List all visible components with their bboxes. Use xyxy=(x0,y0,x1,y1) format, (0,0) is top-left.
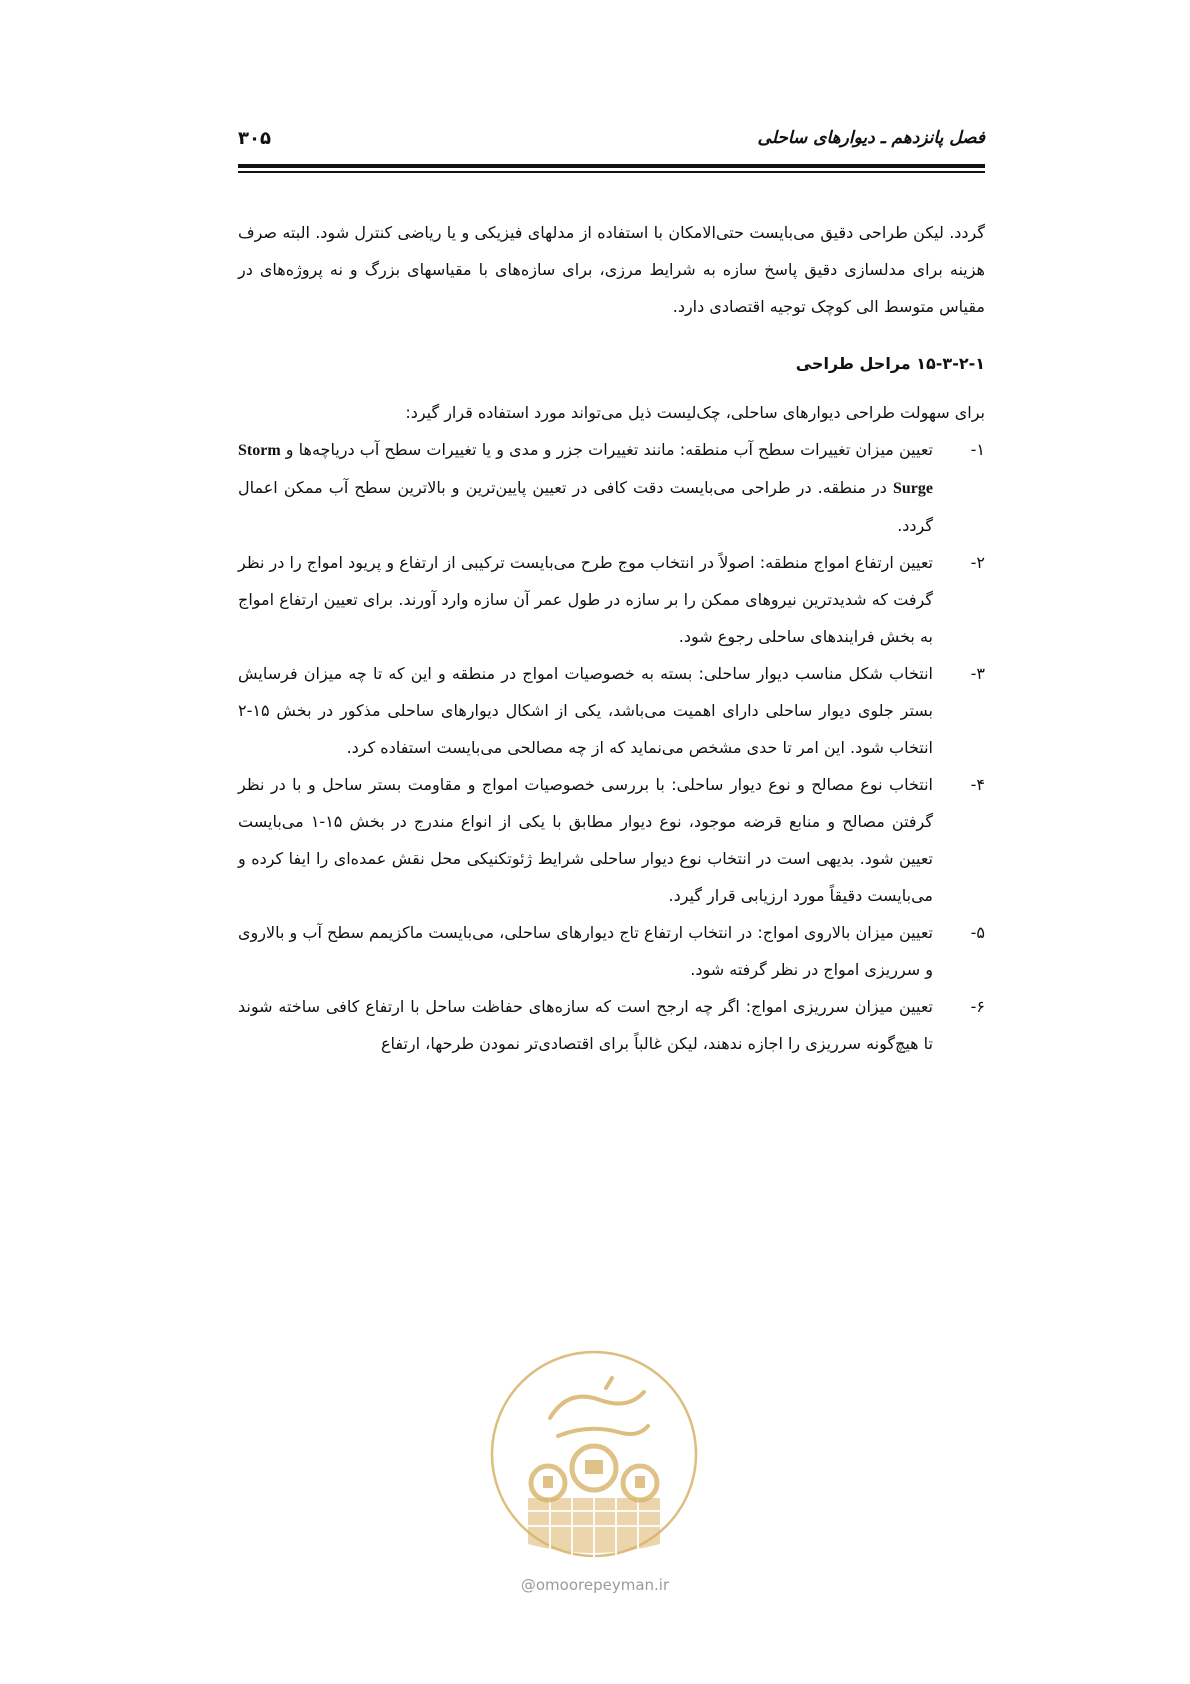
watermark-logo xyxy=(488,1348,700,1560)
list-item xyxy=(238,655,985,766)
list-item-text: تعیین ارتفاع امواج منطقه: اصولاً در انتخاب موج طرح می‌بایست ترکیبی از ارتفاع و پریود امواج را در نظر گرفت که شدیدترین نیروهای ممکن را بر سازه در طول عمر آن سازه وارد آورند. برای تعیین ارتفاع امواج به بخش فرایندهای ساحلی رجوع شود. xyxy=(238,553,933,646)
list-item-text: انتخاب نوع مصالح و نوع دیوار ساحلی: با بررسی خصوصیات امواج و مقاومت بستر ساحل و با در نظر گرفتن مصالح و منابع قرضه موجود، نوع دیوار مطابق با یکی از انواع مندرج در بخش ۱۵-۱ می‌بایست تعیین شود. بدیهی است در انتخاب نوع دیوار ساحلی شرایط ژئوتکنیکی محل نقش عمده‌ای را ایفا کرده و می‌بایست دقیقاً مورد ارزیابی قرار گیرد. xyxy=(238,775,934,905)
watermark-caption: @omoorepeyman.ir xyxy=(520,1576,670,1594)
design-steps-list xyxy=(238,431,985,1062)
page-number: ۳۰۵ xyxy=(238,128,271,149)
list-item-text-continued: در منطقه. در طراحی می‌بایست دقت کافی در تعیین پایین‌ترین و بالاترین سطح آب ممکن اعمال گردد. xyxy=(238,478,933,535)
list-item-number: ۶- xyxy=(970,997,985,1016)
list-item-number: ۲- xyxy=(970,553,985,572)
list-item-number: ۵- xyxy=(970,923,985,942)
list-item xyxy=(238,544,985,655)
list-item-text: تعیین میزان تغییرات سطح آب منطقه: مانند تغییرات جزر و مدی و یا تغییرات سطح آب دریاچه‌ها و xyxy=(280,440,933,459)
checklist-intro: برای سهولت طراحی دیوارهای ساحلی، چک‌لیست ذیل می‌تواند مورد استفاده قرار گیرد: xyxy=(405,403,985,422)
list-item-text: تعیین میزان سرریزی امواج: اگر چه ارجح است که سازه‌های حفاظت ساحل با ارتفاع کافی ساخته شوند تا هیچ‌گونه سرریزی را اجازه ندهند، لیکن غالباً برای اقتصادی‌تر نمودن طرحها، ارتفاع xyxy=(238,997,933,1053)
header-rule-thin xyxy=(238,171,985,173)
list-item-number: ۴- xyxy=(970,775,985,794)
list-item-number: ۱- xyxy=(970,440,985,459)
list-item xyxy=(238,988,985,1062)
list-item-text: تعیین میزان بالاروی امواج: در انتخاب ارتفاع تاج دیوارهای ساحلی، می‌بایست ماکزیمم سطح آب و بالاروی و سرریزی امواج در نظر گرفته شود. xyxy=(238,923,933,979)
list-item-number: ۳- xyxy=(970,664,985,683)
page-header xyxy=(238,128,985,158)
body-text xyxy=(238,214,985,1062)
list-item xyxy=(238,431,985,544)
list-item xyxy=(238,766,985,914)
header-rule-thick xyxy=(238,164,985,168)
section-heading: ۱۵-۳-۲-۱ مراحل طراحی xyxy=(795,354,985,373)
chapter-title: فصل پانزدهم ـ دیوارهای ساحلی xyxy=(757,128,985,148)
list-item-latin-term: Storm Surge xyxy=(238,442,933,497)
intro-paragraph: گردد. لیکن طراحی دقیق می‌بایست حتی‌الامکان با استفاده از مدلهای فیزیکی و یا ریاضی کنترل شود. البته صرف هزینه برای مدلسازی دقیق پاسخ سازه به شرایط مرزی، برای سازه‌های با مقیاسهای بزرگ و نه پروژه‌های در مقیاس متوسط الی کوچک توجیه اقتصادی دارد. xyxy=(238,223,985,316)
list-item-text: انتخاب شکل مناسب دیوار ساحلی: بسته به خصوصیات امواج در منطقه و این که تا چه میزان فرسایش بستر جلوی دیوار ساحلی دارای اهمیت می‌باشد، یکی از اشکال دیوارهای ساحلی مذکور در بخش ۱۵-۲ انتخاب شود. این امر تا حدی مشخص می‌نماید که از چه مصالحی می‌بایست استفاده کرد. xyxy=(238,664,933,757)
list-item xyxy=(238,914,985,988)
